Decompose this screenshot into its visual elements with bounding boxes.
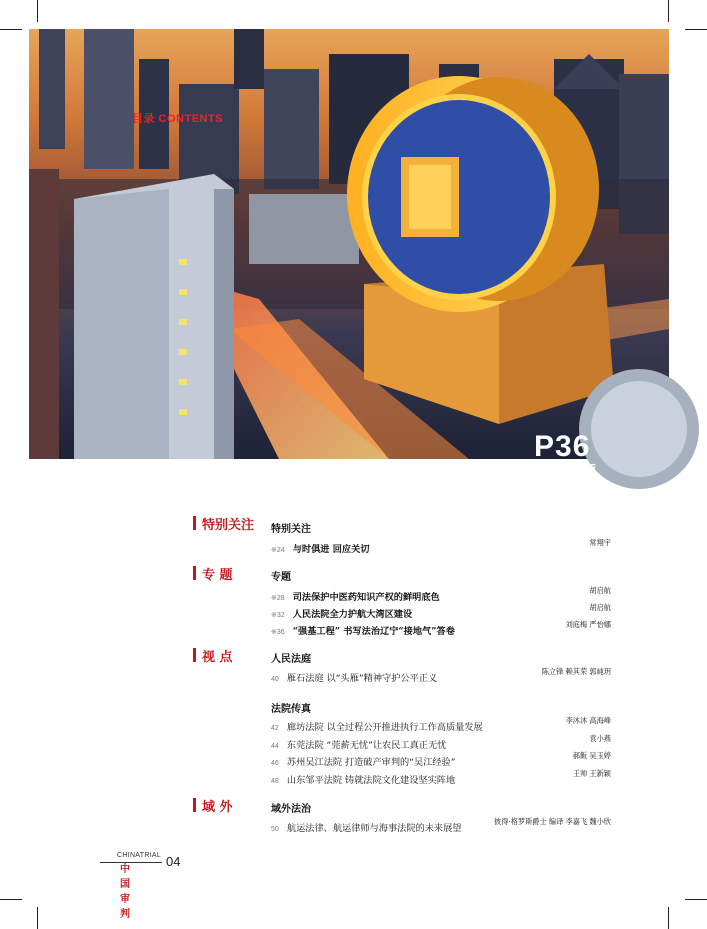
entry-author: 常翔宇: [589, 538, 611, 547]
entry-page: ※28: [271, 595, 285, 602]
entry-title: 山东邹平法院 铸就法院文化建设坚实阵地: [286, 775, 456, 786]
toc-entry[interactable]: [271, 816, 611, 834]
entry-title: 与时俱进 回应关切: [292, 544, 370, 555]
section-label: 视 点: [202, 649, 233, 665]
page-number: P36: [534, 430, 591, 463]
feature-page-badge[interactable]: [534, 430, 596, 481]
subsection-title: 域外法治: [271, 804, 311, 815]
crop-mark: [685, 899, 707, 900]
subsection-title: 人民法庭: [271, 654, 311, 665]
entry-author: 胡启航: [589, 603, 611, 612]
entry-author: 李沐沐 高海峰: [565, 716, 611, 725]
badge-label-char: 题: [582, 464, 596, 480]
crop-mark: [37, 907, 38, 929]
entry-title: 司法保护中医药知识产权的鲜明底色: [292, 592, 440, 603]
entry-title: 雁石法庭 以“头雁”精神守护公平正义: [286, 673, 438, 684]
section-view: [193, 647, 233, 663]
section-topic: [193, 565, 233, 581]
crop-mark: [0, 899, 22, 900]
entry-page: 44: [271, 743, 279, 750]
entry-author: 胡启航: [589, 586, 611, 595]
entry-page: ※24: [271, 547, 285, 554]
entry-page: ※32: [271, 612, 285, 619]
entry-author: 郝飯 吴玉婷: [572, 751, 611, 760]
badge-label: [536, 461, 596, 481]
badge-label-char: 专: [536, 464, 550, 480]
folio: 04: [166, 854, 181, 869]
entry-title: “强基工程” 书写法治辽宁“接地气”答卷: [292, 626, 455, 637]
entry-title: 廊坊法院 以全过程公开推进执行工作高质量发展: [286, 722, 483, 733]
toc-entry[interactable]: [271, 537, 611, 555]
entry-page: 42: [271, 725, 279, 732]
entry-page: ※36: [271, 629, 285, 636]
entry-title: 东莞法院 “莞薪无忧”让农民工真正无忧: [286, 740, 447, 751]
toc-entry[interactable]: [271, 768, 611, 786]
toc-entry[interactable]: [271, 715, 611, 733]
entry-author: 陈立锋 赖其荣 郭純玥: [541, 667, 611, 676]
section-abroad: [193, 797, 233, 813]
toc-entry[interactable]: [271, 619, 611, 637]
section-marker: [193, 798, 196, 812]
subsection-title: 特别关注: [271, 524, 311, 535]
section-marker: [193, 648, 196, 662]
section-marker: [193, 516, 196, 530]
entry-author: 刘庭梅 严怡娜: [565, 620, 611, 629]
section-special: [193, 515, 254, 531]
section-marker: [193, 566, 196, 580]
city-night-scene: [29, 29, 669, 463]
toc-entry[interactable]: [271, 750, 611, 768]
entry-title: 人民法院全力护航大湾区建设: [292, 609, 413, 620]
crop-mark: [0, 29, 22, 30]
crop-mark: [37, 0, 38, 22]
entry-page: 46: [271, 760, 279, 767]
toc-entry[interactable]: [271, 602, 611, 620]
subsection-title: 专题: [271, 572, 291, 583]
subsection-title: 法院传真: [271, 704, 311, 715]
crop-mark: [668, 907, 669, 929]
crop-mark: [668, 0, 669, 22]
entry-title: 航运法律、航运律师与海事法院的未来展望: [286, 823, 462, 834]
entry-page: 50: [271, 826, 279, 833]
entry-page: 40: [271, 676, 279, 683]
footer-rule: [100, 862, 162, 863]
entry-title: 苏州吴江法院 打造破产审判的“吴江经验”: [286, 757, 456, 768]
entry-author: 王帅 王新颖: [572, 769, 611, 778]
hero-photo: [29, 29, 669, 480]
section-label: 域 外: [202, 799, 233, 815]
section-label: 专 题: [202, 567, 233, 583]
entry-author: 袁小燕: [589, 734, 611, 743]
contents-tag: 目录 CONTENTS: [132, 113, 224, 125]
brand-en: CHINATRIAL: [117, 852, 162, 859]
crop-mark: [685, 29, 707, 30]
toc-entry[interactable]: [271, 733, 611, 751]
section-label: 特别关注: [202, 517, 255, 533]
entry-page: 48: [271, 778, 279, 785]
entry-author: 彼得·格罗斯爵士 编译 李嘉飞 魏小欣: [494, 817, 611, 826]
brand-cn: 中国审判: [120, 864, 130, 920]
toc-entry[interactable]: [271, 666, 611, 684]
toc-entry[interactable]: [271, 585, 611, 603]
